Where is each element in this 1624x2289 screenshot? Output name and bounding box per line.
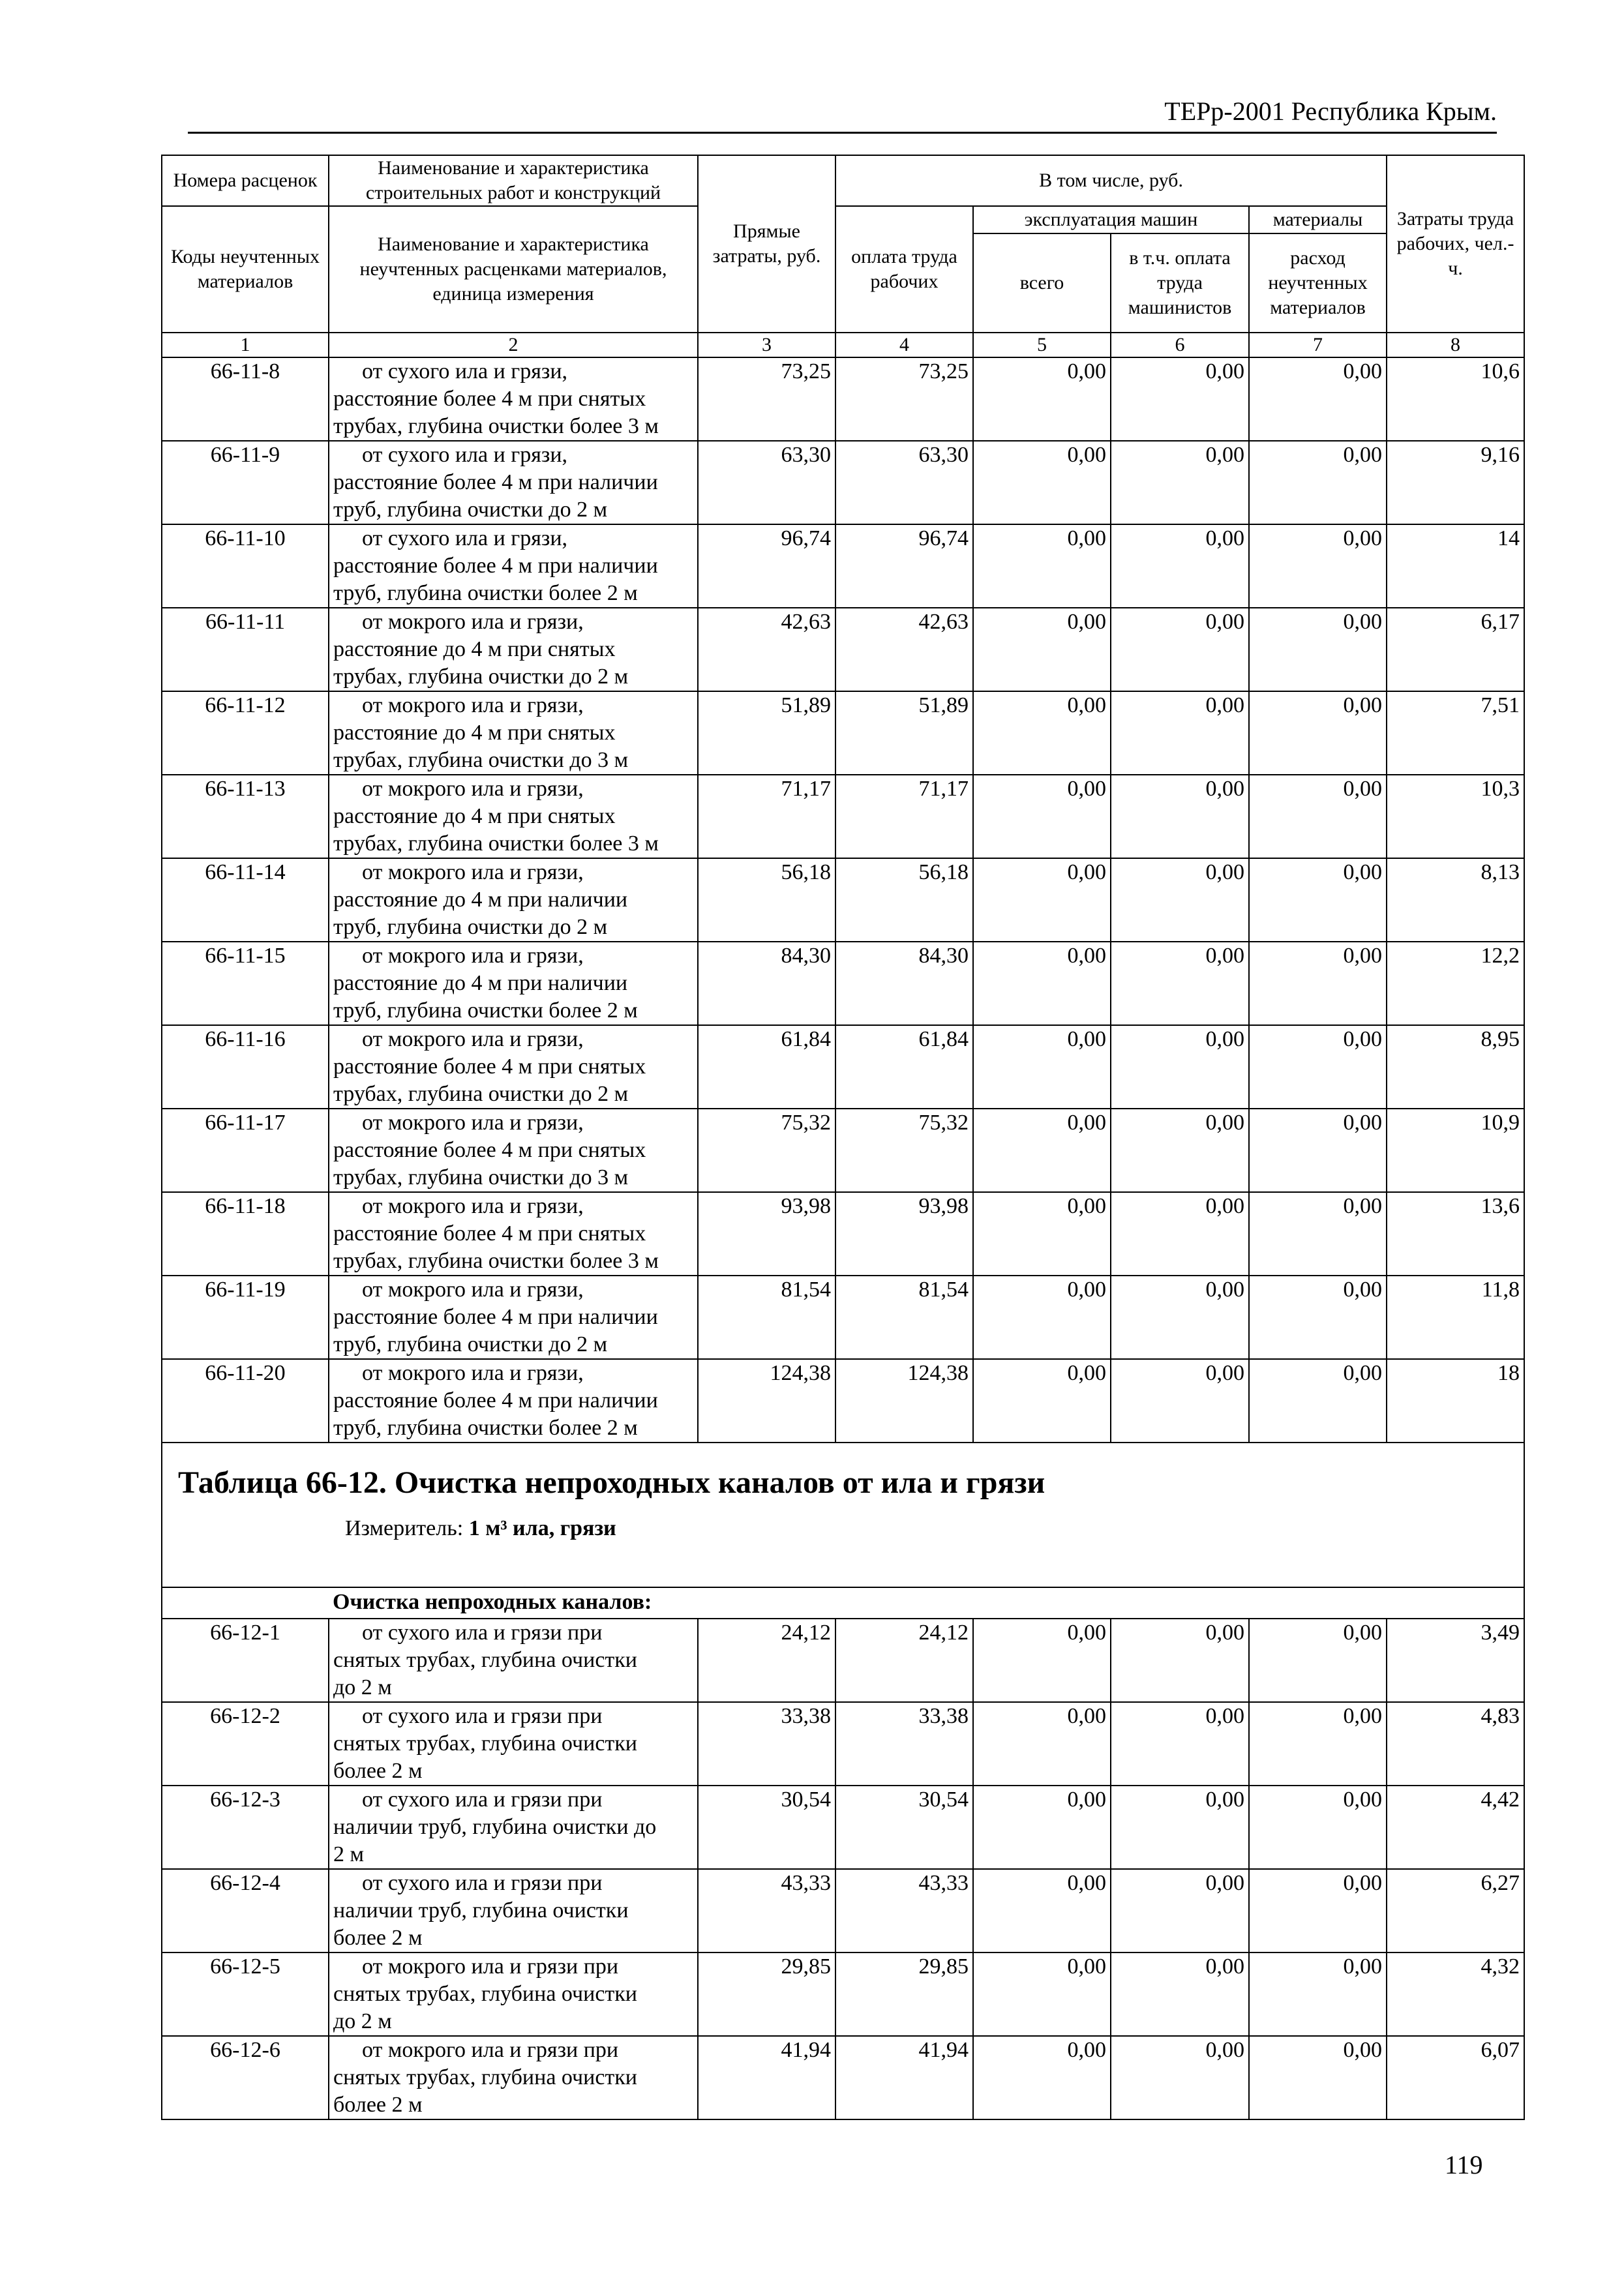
direct-costs: 81,54 <box>698 1276 835 1359</box>
labor-hours: 6,07 <box>1387 2036 1524 2119</box>
description-line: трубах, глубина очистки до 3 м <box>333 748 629 772</box>
description-line: труб, глубина очистки более 2 м <box>333 581 638 605</box>
column-number: 4 <box>835 333 973 357</box>
direct-costs: 61,84 <box>698 1025 835 1109</box>
description-line: расстояние более 4 м при наличии <box>333 1388 658 1413</box>
materials-cost: 0,00 <box>1249 1952 1387 2036</box>
labor-hours: 18 <box>1387 1359 1524 1443</box>
description-line: расстояние более 4 м при снятых <box>333 387 646 411</box>
measure-line <box>345 1515 616 1542</box>
rate-description <box>329 1025 698 1109</box>
description-line: от мокрого ила и грязи, <box>362 777 584 801</box>
rate-description <box>329 1702 698 1786</box>
labor-hours: 7,51 <box>1387 691 1524 775</box>
direct-costs: 41,94 <box>698 2036 835 2119</box>
description-line: снятых трубах, глубина очистки <box>333 1731 637 1756</box>
worker-pay: 96,74 <box>835 524 973 608</box>
worker-pay: 75,32 <box>835 1109 973 1192</box>
rate-code: 66-11-20 <box>162 1359 329 1443</box>
rate-code: 66-11-12 <box>162 691 329 775</box>
rate-code: 66-11-9 <box>162 441 329 524</box>
worker-pay: 56,18 <box>835 858 973 942</box>
rate-code: 66-12-2 <box>162 1702 329 1786</box>
description-line: от мокрого ила и грязи при <box>362 2038 619 2062</box>
direct-costs: 24,12 <box>698 1619 835 1702</box>
description-line: снятых трубах, глубина очистки <box>333 1648 637 1672</box>
machinist-pay: 0,00 <box>1111 2036 1249 2119</box>
machines-total: 0,00 <box>973 942 1111 1025</box>
description-line: трубах, глубина очистки более 3 м <box>333 414 659 438</box>
machinist-pay: 0,00 <box>1111 1786 1249 1869</box>
worker-pay: 30,54 <box>835 1786 973 1869</box>
table-row <box>162 1869 1524 1952</box>
description-line: от сухого ила и грязи, <box>362 526 568 550</box>
rate-code: 66-11-15 <box>162 942 329 1025</box>
header-name-top: Наименование и характеристика строительных работ и конструкций <box>329 155 698 206</box>
machinist-pay: 0,00 <box>1111 1869 1249 1952</box>
machinist-pay: 0,00 <box>1111 1109 1249 1192</box>
rate-description <box>329 2036 698 2119</box>
rate-description <box>329 608 698 691</box>
table-row <box>162 357 1524 441</box>
header-materials: материалы <box>1249 206 1387 233</box>
header-codes-top: Номера расценок <box>162 155 329 206</box>
rate-code: 66-11-11 <box>162 608 329 691</box>
direct-costs: 75,32 <box>698 1109 835 1192</box>
machines-total: 0,00 <box>973 1619 1111 1702</box>
rate-description <box>329 858 698 942</box>
column-number: 7 <box>1249 333 1387 357</box>
description-line: от мокрого ила и грязи, <box>362 944 584 968</box>
description-line: труб, глубина очистки более 2 м <box>333 998 638 1023</box>
direct-costs: 124,38 <box>698 1359 835 1443</box>
rate-description <box>329 1786 698 1869</box>
description-line: труб, глубина очистки до 2 м <box>333 915 608 939</box>
section-title: Очистка непроходных каналов: <box>329 1587 1524 1619</box>
worker-pay: 81,54 <box>835 1276 973 1359</box>
description-line: расстояние более 4 м при наличии <box>333 1305 658 1329</box>
rate-description <box>329 942 698 1025</box>
labor-hours: 10,9 <box>1387 1109 1524 1192</box>
rate-code: 66-11-17 <box>162 1109 329 1192</box>
description-line: труб, глубина очистки до 2 м <box>333 498 608 522</box>
table-row <box>162 2036 1524 2119</box>
rate-code: 66-11-14 <box>162 858 329 942</box>
table-body-66-11 <box>162 357 1524 1443</box>
materials-cost: 0,00 <box>1249 775 1387 858</box>
materials-cost: 0,00 <box>1249 942 1387 1025</box>
materials-cost: 0,00 <box>1249 1359 1387 1443</box>
description-line: расстояние до 4 м при снятых <box>333 637 616 661</box>
table-row <box>162 1025 1524 1109</box>
direct-costs: 33,38 <box>698 1702 835 1786</box>
description-line: от сухого ила и грязи при <box>362 1871 603 1895</box>
description-line: расстояние более 4 м при наличии <box>333 470 658 494</box>
materials-cost: 0,00 <box>1249 858 1387 942</box>
labor-hours: 8,13 <box>1387 858 1524 942</box>
worker-pay: 93,98 <box>835 1192 973 1276</box>
description-line: расстояние до 4 м при снятых <box>333 804 616 828</box>
machinist-pay: 0,00 <box>1111 1619 1249 1702</box>
description-line: труб, глубина очистки до 2 м <box>333 1332 608 1356</box>
machines-total: 0,00 <box>973 1025 1111 1109</box>
rate-description <box>329 1952 698 2036</box>
worker-pay: 42,63 <box>835 608 973 691</box>
labor-hours: 9,16 <box>1387 441 1524 524</box>
materials-cost: 0,00 <box>1249 524 1387 608</box>
direct-costs: 29,85 <box>698 1952 835 2036</box>
table-row <box>162 1786 1524 1869</box>
column-number: 1 <box>162 333 329 357</box>
rate-code: 66-12-6 <box>162 2036 329 2119</box>
header-machinist-pay: в т.ч. оплата труда машинистов <box>1111 233 1249 333</box>
materials-cost: 0,00 <box>1249 1786 1387 1869</box>
rates-table <box>161 155 1525 2120</box>
materials-cost: 0,00 <box>1249 1702 1387 1786</box>
worker-pay: 71,17 <box>835 775 973 858</box>
description-line: более 2 м <box>333 1759 423 1783</box>
header-name-bottom: Наименование и характеристика неучтенных расценками материалов, единица измерения <box>329 206 698 333</box>
materials-cost: 0,00 <box>1249 1109 1387 1192</box>
direct-costs: 63,30 <box>698 441 835 524</box>
machines-total: 0,00 <box>973 1869 1111 1952</box>
description-line: расстояние до 4 м при наличии <box>333 971 628 995</box>
direct-costs: 71,17 <box>698 775 835 858</box>
header-column-numbers <box>162 333 1524 357</box>
header-including: В том числе, руб. <box>835 155 1387 206</box>
machines-total: 0,00 <box>973 775 1111 858</box>
worker-pay: 33,38 <box>835 1702 973 1786</box>
direct-costs: 84,30 <box>698 942 835 1025</box>
description-line: трубах, глубина очистки до 3 м <box>333 1165 629 1189</box>
materials-cost: 0,00 <box>1249 608 1387 691</box>
description-line: снятых трубах, глубина очистки <box>333 2065 637 2089</box>
rate-code: 66-12-3 <box>162 1786 329 1869</box>
rate-description <box>329 441 698 524</box>
rate-code: 66-11-8 <box>162 357 329 441</box>
labor-hours: 6,17 <box>1387 608 1524 691</box>
section-row <box>162 1587 1524 1619</box>
machines-total: 0,00 <box>973 858 1111 942</box>
machines-total: 0,00 <box>973 1786 1111 1869</box>
description-line: от мокрого ила и грязи, <box>362 1361 584 1385</box>
description-line: от мокрого ила и грязи, <box>362 693 584 717</box>
description-line: 2 м <box>333 1842 365 1866</box>
measure-label: Измеритель: <box>345 1516 464 1540</box>
description-line: от сухого ила и грязи, <box>362 443 568 467</box>
header-unaccounted-materials: расход неучтенных материалов <box>1249 233 1387 333</box>
materials-cost: 0,00 <box>1249 1276 1387 1359</box>
rate-description <box>329 1276 698 1359</box>
labor-hours: 8,95 <box>1387 1025 1524 1109</box>
worker-pay: 51,89 <box>835 691 973 775</box>
machines-total: 0,00 <box>973 1359 1111 1443</box>
worker-pay: 24,12 <box>835 1619 973 1702</box>
rate-description <box>329 1869 698 1952</box>
table-row <box>162 1619 1524 1702</box>
table-row <box>162 775 1524 858</box>
worker-pay: 124,38 <box>835 1359 973 1443</box>
rate-code: 66-12-1 <box>162 1619 329 1702</box>
description-line: наличии труб, глубина очистки <box>333 1898 629 1922</box>
direct-costs: 42,63 <box>698 608 835 691</box>
table-body-66-12 <box>162 1619 1524 2119</box>
machines-total: 0,00 <box>973 357 1111 441</box>
description-line: от мокрого ила и грязи, <box>362 1194 584 1218</box>
direct-costs: 43,33 <box>698 1869 835 1952</box>
description-line: расстояние до 4 м при наличии <box>333 888 628 912</box>
labor-hours: 14 <box>1387 524 1524 608</box>
rate-code: 66-11-13 <box>162 775 329 858</box>
machinist-pay: 0,00 <box>1111 1702 1249 1786</box>
worker-pay: 41,94 <box>835 2036 973 2119</box>
rate-description <box>329 1109 698 1192</box>
description-line: расстояние до 4 м при снятых <box>333 721 616 745</box>
column-number: 3 <box>698 333 835 357</box>
rate-code: 66-11-10 <box>162 524 329 608</box>
table-row <box>162 691 1524 775</box>
machinist-pay: 0,00 <box>1111 775 1249 858</box>
rate-code: 66-11-18 <box>162 1192 329 1276</box>
machines-total: 0,00 <box>973 1192 1111 1276</box>
labor-hours: 4,42 <box>1387 1786 1524 1869</box>
machinist-pay: 0,00 <box>1111 858 1249 942</box>
labor-hours: 4,83 <box>1387 1702 1524 1786</box>
header-machines: эксплуатация машин <box>973 206 1249 233</box>
worker-pay: 84,30 <box>835 942 973 1025</box>
labor-hours: 3,49 <box>1387 1619 1524 1702</box>
table-row <box>162 608 1524 691</box>
description-line: трубах, глубина очистки более 3 м <box>333 1249 659 1273</box>
machines-total: 0,00 <box>973 1952 1111 2036</box>
measure-value: 1 м³ ила, грязи <box>468 1516 616 1540</box>
materials-cost: 0,00 <box>1249 357 1387 441</box>
materials-cost: 0,00 <box>1249 691 1387 775</box>
description-line: от сухого ила и грязи при <box>362 1621 603 1645</box>
description-line: до 2 м <box>333 1675 392 1699</box>
worker-pay: 43,33 <box>835 1869 973 1952</box>
rate-description <box>329 357 698 441</box>
worker-pay: 73,25 <box>835 357 973 441</box>
machinist-pay: 0,00 <box>1111 1952 1249 2036</box>
table-title-row <box>162 1443 1524 1587</box>
description-line: трубах, глубина очистки более 3 м <box>333 831 659 856</box>
header-direct-costs: Прямые затраты, руб. <box>698 155 835 333</box>
description-line: от мокрого ила и грязи, <box>362 860 584 884</box>
labor-hours: 4,32 <box>1387 1952 1524 2036</box>
description-line: более 2 м <box>333 1926 423 1950</box>
direct-costs: 96,74 <box>698 524 835 608</box>
materials-cost: 0,00 <box>1249 441 1387 524</box>
machinist-pay: 0,00 <box>1111 441 1249 524</box>
machinist-pay: 0,00 <box>1111 1276 1249 1359</box>
description-line: более 2 м <box>333 2093 423 2117</box>
column-number: 2 <box>329 333 698 357</box>
worker-pay: 61,84 <box>835 1025 973 1109</box>
page-number: 119 <box>1445 2150 1483 2179</box>
description-line: от мокрого ила и грязи, <box>362 1027 584 1051</box>
header-codes-bottom: Коды неучтенных материалов <box>162 206 329 333</box>
materials-cost: 0,00 <box>1249 1192 1387 1276</box>
table-row <box>162 524 1524 608</box>
machinist-pay: 0,00 <box>1111 524 1249 608</box>
direct-costs: 93,98 <box>698 1192 835 1276</box>
table-row <box>162 1192 1524 1276</box>
description-line: труб, глубина очистки более 2 м <box>333 1416 638 1440</box>
description-line: от сухого ила и грязи, <box>362 359 568 383</box>
worker-pay: 29,85 <box>835 1952 973 2036</box>
rate-code: 66-11-16 <box>162 1025 329 1109</box>
direct-costs: 51,89 <box>698 691 835 775</box>
table-row <box>162 1359 1524 1443</box>
machinist-pay: 0,00 <box>1111 942 1249 1025</box>
worker-pay: 63,30 <box>835 441 973 524</box>
description-line: от сухого ила и грязи при <box>362 1788 603 1812</box>
table-row <box>162 1702 1524 1786</box>
header-title: ТЕРр-2001 Республика Крым. <box>1164 97 1497 126</box>
materials-cost: 0,00 <box>1249 1869 1387 1952</box>
rate-code: 66-11-19 <box>162 1276 329 1359</box>
rate-description <box>329 1192 698 1276</box>
machines-total: 0,00 <box>973 608 1111 691</box>
column-number: 6 <box>1111 333 1249 357</box>
machinist-pay: 0,00 <box>1111 1359 1249 1443</box>
table-row <box>162 441 1524 524</box>
machinist-pay: 0,00 <box>1111 691 1249 775</box>
table-row <box>162 858 1524 942</box>
rate-description <box>329 524 698 608</box>
description-line: расстояние более 4 м при снятых <box>333 1221 646 1246</box>
description-line: расстояние более 4 м при снятых <box>333 1055 646 1079</box>
header-machines-total: всего <box>973 233 1111 333</box>
rate-description <box>329 1359 698 1443</box>
labor-hours: 12,2 <box>1387 942 1524 1025</box>
labor-hours: 11,8 <box>1387 1276 1524 1359</box>
table-row <box>162 1276 1524 1359</box>
description-line: от мокрого ила и грязи, <box>362 1111 584 1135</box>
table-title: Таблица 66-12. Очистка непроходных каналов от ила и грязи <box>178 1465 1045 1500</box>
page-header <box>188 98 1497 134</box>
description-line: до 2 м <box>333 2009 392 2033</box>
rate-description <box>329 1619 698 1702</box>
description-line: расстояние более 4 м при снятых <box>333 1138 646 1162</box>
rate-code: 66-12-5 <box>162 1952 329 2036</box>
table-66-12-heading <box>162 1443 1524 1619</box>
header-labor-hours: Затраты труда рабочих, чел.-ч. <box>1387 155 1524 333</box>
table-row <box>162 1109 1524 1192</box>
header-worker-pay: оплата труда рабочих <box>835 206 973 333</box>
machines-total: 0,00 <box>973 441 1111 524</box>
machines-total: 0,00 <box>973 2036 1111 2119</box>
labor-hours: 6,27 <box>1387 1869 1524 1952</box>
rate-description <box>329 691 698 775</box>
description-line: трубах, глубина очистки до 2 м <box>333 1082 629 1106</box>
direct-costs: 30,54 <box>698 1786 835 1869</box>
description-line: от мокрого ила и грязи, <box>362 1278 584 1302</box>
description-line: от сухого ила и грязи при <box>362 1704 603 1728</box>
labor-hours: 10,3 <box>1387 775 1524 858</box>
description-line: от мокрого ила и грязи, <box>362 610 584 634</box>
rate-description <box>329 775 698 858</box>
machines-total: 0,00 <box>973 1109 1111 1192</box>
description-line: наличии труб, глубина очистки до <box>333 1815 657 1839</box>
machines-total: 0,00 <box>973 691 1111 775</box>
description-line: трубах, глубина очистки до 2 м <box>333 665 629 689</box>
labor-hours: 13,6 <box>1387 1192 1524 1276</box>
machines-total: 0,00 <box>973 1702 1111 1786</box>
description-line: расстояние более 4 м при наличии <box>333 554 658 578</box>
description-line: от мокрого ила и грязи при <box>362 1954 619 1979</box>
labor-hours: 10,6 <box>1387 357 1524 441</box>
column-number: 8 <box>1387 333 1524 357</box>
machinist-pay: 0,00 <box>1111 1192 1249 1276</box>
machinist-pay: 0,00 <box>1111 357 1249 441</box>
machines-total: 0,00 <box>973 1276 1111 1359</box>
rate-code: 66-12-4 <box>162 1869 329 1952</box>
machinist-pay: 0,00 <box>1111 608 1249 691</box>
direct-costs: 73,25 <box>698 357 835 441</box>
table-row <box>162 1952 1524 2036</box>
direct-costs: 56,18 <box>698 858 835 942</box>
table-row <box>162 942 1524 1025</box>
machinist-pay: 0,00 <box>1111 1025 1249 1109</box>
column-number: 5 <box>973 333 1111 357</box>
machines-total: 0,00 <box>973 524 1111 608</box>
materials-cost: 0,00 <box>1249 2036 1387 2119</box>
description-line: снятых трубах, глубина очистки <box>333 1982 637 2006</box>
materials-cost: 0,00 <box>1249 1025 1387 1109</box>
materials-cost: 0,00 <box>1249 1619 1387 1702</box>
